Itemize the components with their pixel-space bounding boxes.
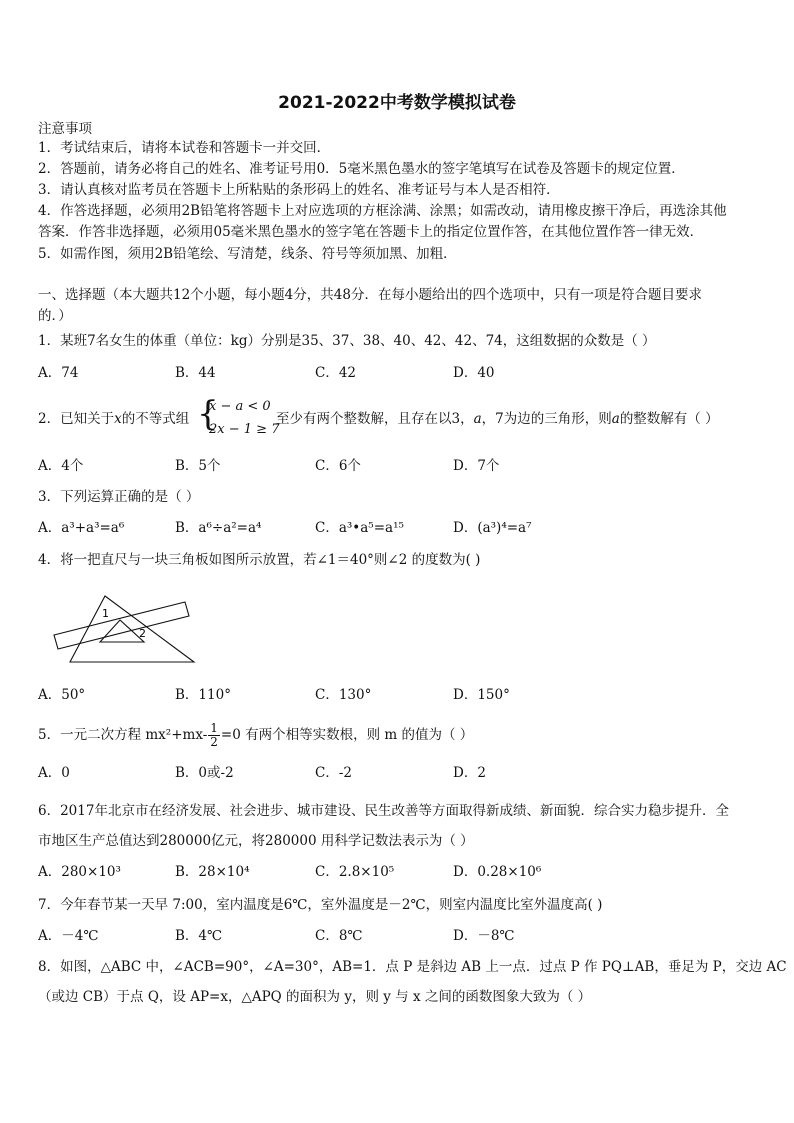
q2-option-d: D．7个 [453,458,500,474]
q4-option-b: B．110° [175,687,231,703]
fraction-denominator: 2 [210,735,218,749]
q2-stem-after3: 的整数解有（ ） [619,411,719,427]
q5-option-c: C．-2 [315,765,352,781]
q2-option-c: C．6个 [315,458,361,474]
q3-option-a: A．a³+a³=a⁶ [38,520,125,536]
question-8-stem: 8．如图，△ABC 中，∠ACB=90°，∠A=30°，AB=1．点 P 是斜边 AB 上一点．过点 P 作 PQ⊥AB，垂足为 P，交边 AC [38,959,787,975]
q4-option-d: D．150° [453,687,510,703]
page-title: 2021-2022中考数学模拟试卷 [278,93,516,113]
q5-stem-after: =0 有两个相等实数根，则 m 的值为（ ） [220,727,474,743]
triangle-inner [100,620,144,642]
q2-inequality-1: x − a < 0 [209,399,271,414]
q1-option-a: A．74 [38,365,79,381]
question-2-stem [38,410,189,428]
q2-var-a: a [473,411,482,427]
q7-option-d: D．－8℃ [453,928,515,944]
q2-option-a: A．4个 [38,458,84,474]
notice-item: 1．考试结束后，请将本试卷和答题卡一并交回． [38,140,331,156]
q5-option-d: D．2 [453,765,486,781]
q2-stem-after2: ，7为边的三角形，则 [481,411,612,427]
q3-option-d: D．(a³)⁴=a⁷ [453,520,532,536]
question-5-stem [38,722,473,749]
question-3-stem: 3．下列运算正确的是（ ） [38,489,200,505]
q2-inequality-2: 2x − 1 ≥ 7 [209,422,280,437]
q3-option-c: C．a³•a⁵=a¹⁵ [315,520,404,536]
question-2-stem-tail [276,410,719,428]
question-6-stem: 6．2017年北京市在经济发展、社会进步、城市建设、民生改善等方面取得新成绩、新面貌．综合实力稳步提升．全 [38,803,729,819]
angle-label-2: 2 [139,627,146,640]
notice-item: 答案．作答非选择题，必须用05毫米黑色墨水的签字笔在答题卡上的指定位置作答，在其他位置作答一律无效． [38,224,704,240]
q1-option-b: B．44 [175,365,216,381]
q2-stem-before: 2．已知关于 [38,411,115,427]
q2-stem-mid: 的不等式组 [121,411,190,427]
q2-option-b: B．5个 [175,458,221,474]
left-brace-icon: { [197,394,219,434]
q7-option-a: A．－4℃ [38,928,99,944]
q5-stem-before: 5．一元二次方程 mx²+mx- [38,727,208,743]
q2-var-x: x [114,411,122,427]
fraction [208,722,220,749]
question-1-stem: 1．某班7名女生的体重（单位：kg）分别是35、37、38、40、42、42、74，这组数据的众数是（ ） [38,333,656,349]
notice-item: 3．请认真核对监考员在答题卡上所粘贴的条形码上的姓名、准考证号与本人是否相符． [38,182,560,198]
q1-option-d: D．40 [453,365,495,381]
q7-option-b: B．4℃ [175,928,223,944]
notice-heading: 注意事项 [38,121,92,137]
q6-option-c: C．2.8×10⁵ [315,864,395,880]
notice-item: 2．答题前，请务必将自己的姓名、准考证号用0．5毫米黑色墨水的签字笔填写在试卷及答题卡的规定位置． [38,161,685,177]
notice-item: 5．如需作图，须用2B铅笔绘、写清楚，线条、符号等须加黑、加粗． [38,246,457,262]
fraction-numerator: 1 [210,721,218,735]
question-6-stem-cont: 市地区生产总值达到280000亿元，将280000 用科学记数法表示为（ ） [38,833,474,849]
q2-var-a: a [611,411,620,427]
angle-label-1: 1 [102,607,109,620]
q6-option-b: B．28×10⁴ [175,864,250,880]
question-8-stem-cont: （或边 CB）于点 Q，设 AP=x，△APQ 的面积为 y，则 y 与 x 之间的函数图象大致为（ ） [38,989,592,1005]
question-4-stem: 4．将一把直尺与一块三角板如图所示放置，若∠1＝40°则∠2 的度数为( ) [38,552,481,568]
q4-option-c: C．130° [315,687,372,703]
ruler-triangle-figure [44,588,204,668]
q5-option-a: A．0 [38,765,70,781]
q5-option-b: B．0或-2 [175,765,234,781]
section-heading: 一、选择题（本大题共12个小题，每小题4分，共48分．在每小题给出的四个选项中，只有一项是符合题目要求 [38,287,702,303]
q6-option-a: A．280×10³ [38,864,121,880]
triangle-outer [70,596,194,662]
q2-stem-after1: 至少有两个整数解，且存在以3， [276,411,474,427]
section-heading-cont: 的．） [38,308,72,324]
q3-option-b: B．a⁶÷a²=a⁴ [175,520,262,536]
q7-option-c: C．8℃ [315,928,363,944]
question-7-stem: 7．今年春节某一天早 7:00，室内温度是6℃，室外温度是－2℃，则室内温度比室外温度高( ) [38,897,603,913]
q1-option-c: C．42 [315,365,357,381]
q6-option-d: D．0.28×10⁶ [453,864,542,880]
q4-option-a: A．50° [38,687,86,703]
notice-item: 4．作答选择题，必须用2B铅笔将答题卡上对应选项的方框涂满、涂黑；如需改动，请用橡皮擦干净后，再选涂其他 [38,203,727,219]
